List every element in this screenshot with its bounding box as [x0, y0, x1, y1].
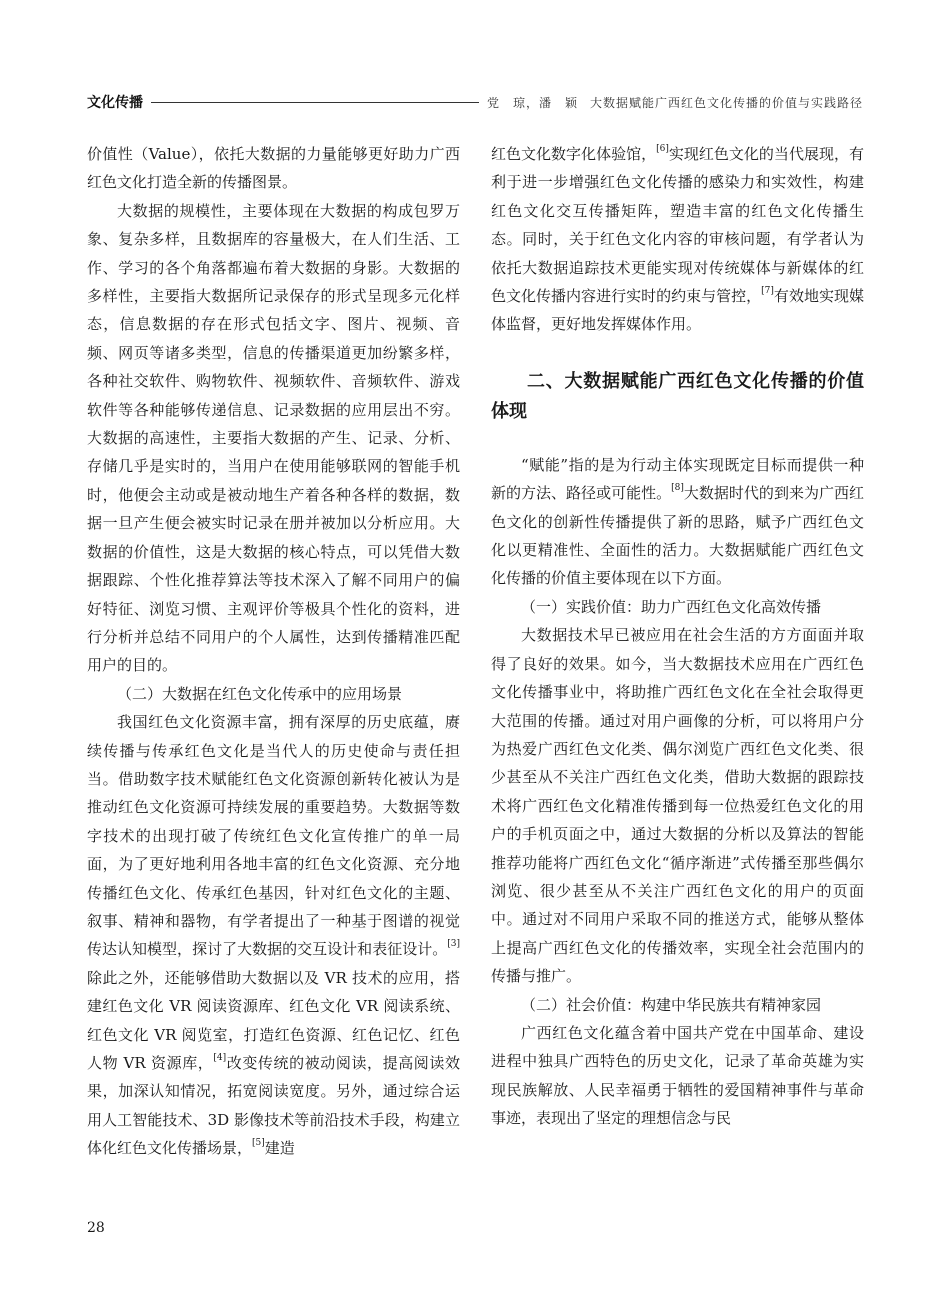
- citation-ref: [8]: [671, 483, 684, 494]
- right-column: [491, 140, 864, 1133]
- text-run: 除此之外，还能够借助大数据以及 VR 技术的应用，搭建红色文化 VR 阅读资源库、红色文化 VR 阅读系统、红色文化 VR 阅览室，打造红色资源、红色记忆、红色人物 VR 资源库，: [87, 968, 460, 1072]
- paragraph: [491, 451, 864, 593]
- citation-ref: [5]: [252, 1138, 265, 1149]
- subsection-heading: （二）大数据在红色文化传承中的应用场景: [117, 684, 403, 703]
- citation-ref: [3]: [447, 939, 460, 950]
- citation-ref: [7]: [761, 286, 774, 297]
- text-run: 大数据时代的到来为广西红色文化的创新性传播提供了新的思路，赋予广西红色文化以更精准性、全面性的活力。大数据赋能广西红色文化传播的价值主要体现在以下方面。: [491, 484, 864, 588]
- paragraph: 广西红色文化蕴含着中国共产党在中国革命、建设进程中独具广西特色的历史文化，记录了革命英雄为实现民族解放、人民幸福勇于牺牲的爱国精神事件与革命事迹，表现出了坚定的理想信念与民: [491, 1023, 864, 1128]
- header-authors: 党 琼，潘 颖: [486, 95, 578, 110]
- header-rule: [151, 102, 479, 103]
- paragraph: [87, 708, 460, 1163]
- citation-ref: [4]: [213, 1053, 227, 1063]
- text-run: 有效地实现媒体监督，更好地发挥媒体作用。: [491, 287, 864, 334]
- text-run: 红色文化数字化体验馆，: [491, 145, 657, 163]
- text-run: 建造: [264, 1139, 295, 1158]
- text-run: 实现红色文化的当代展现，有利于进一步增强红色文化传播的感染力和实效性，构建红色文化交互传播矩阵，塑造丰富的红色文化传播生态。同时，关于红色文化内容的审核问题，有学者认为依托大数据追踪技术更能实现对传统媒体与新媒体的红色文化传播内容进行实时的约束与管控，: [491, 145, 864, 306]
- text-run: 改变传统的被动阅读，提高阅读效果，加深认知情况，拓宽阅读宽度。另外，通过综合运用人工智能技术、3D 影像技术等前沿技术手段，构建立体化红色文化传播场景，: [87, 1054, 460, 1158]
- section-heading: 二、大数据赋能广西红色文化传播的价值体现: [491, 370, 864, 422]
- paragraph: 价值性（Value），依托大数据的力量能够更好助力广西红色文化打造全新的传播图景。: [87, 145, 460, 192]
- text-run: “赋能”指的是为行动主体实现既定目标而提供一种新的方法、路径或可能性。: [491, 455, 864, 503]
- page-number: 28: [87, 1220, 105, 1236]
- subsection-heading: （一）实践价值：助力广西红色文化高效传播: [521, 597, 822, 616]
- left-column: [87, 140, 460, 1163]
- citation-ref: [6]: [656, 144, 669, 154]
- text-run: 我国红色文化资源丰富，拥有深厚的历史底蕴，赓续传播与传承红色文化是当代人的历史使命与责任担当。借助数字技术赋能红色文化资源创新转化被认为是推动红色文化资源可持续发展的重要趋势。大数据等数字技术的出现打破了传统红色文化宣传推广的单一局面，为了更好地利用各地丰富的红色文化资源、充分地传播红色文化、传承红色基因，针对红色文化的主题、叙事、精神和器物，有学者提出了一种基于图谱的视觉传达认知模型，探讨了大数据的交互设计和表征设计。: [87, 713, 460, 959]
- running-header: [87, 90, 863, 114]
- header-article-title: 大数据赋能广西红色文化传播的价值与实践路径: [589, 95, 863, 110]
- paragraph: 大数据技术早已被应用在社会生活的方方面面并取得了良好的效果。如今，当大数据技术应用在广西红色文化传播事业中，将助推广西红色文化在全社会取得更大范围的传播。通过对用户画像的分析，可以将用户分为热爱广西红色文化类、偶尔浏览广西红色文化类、很少甚至从不关注广西红色文化类，借助大数据的跟踪技术将广西红色文化精准传播到每一位热爱红色文化的用户的手机页面之中，通过大数据的分析以及算法的智能推荐功能将广西红色文化“循序渐进”式传播至那些偶尔浏览、很少甚至从不关注广西红色文化的用户的页面中。通过对不同用户采取不同的推送方式，能够从整体上提高广西红色文化的传播效率，实现全社会范围内的传播与推广。: [491, 626, 864, 986]
- paragraph: [491, 140, 864, 339]
- header-section-name: 文化传播: [87, 95, 143, 111]
- paragraph: 大数据的规模性，主要体现在大数据的构成包罗万象、复杂多样，且数据库的容量极大，在人们生活、工作、学习的各个角落都遍布着大数据的身影。大数据的多样性，主要指大数据所记录保存的形式呈现多元化样态，信息数据的存在形式包括文字、图片、视频、音频、网页等诸多类型，信息的传播渠道更加纷繁多样，各种社交软件、购物软件、视频软件、音频软件、游戏软件等各种能够传递信息、记录数据的应用层出不穷。大数据的高速性，主要指大数据的产生、记录、分析、存储几乎是实时的，当用户在使用能够联网的智能手机时，他便会主动或是被动地生产着各种各样的数据，数据一旦产生便会被实时记录在册并被加以分析应用。大数据的价值性，这是大数据的核心特点，可以凭借大数据跟踪、个性化推荐算法等技术深入了解不同用户的偏好特征、浏览习惯、主观评价等极具个性化的资料，进行分析并总结不同用户的个人属性，达到传播精准匹配用户的目的。: [87, 201, 460, 675]
- subsection-heading: （二）社会价值：构建中华民族共有精神家园: [521, 995, 822, 1014]
